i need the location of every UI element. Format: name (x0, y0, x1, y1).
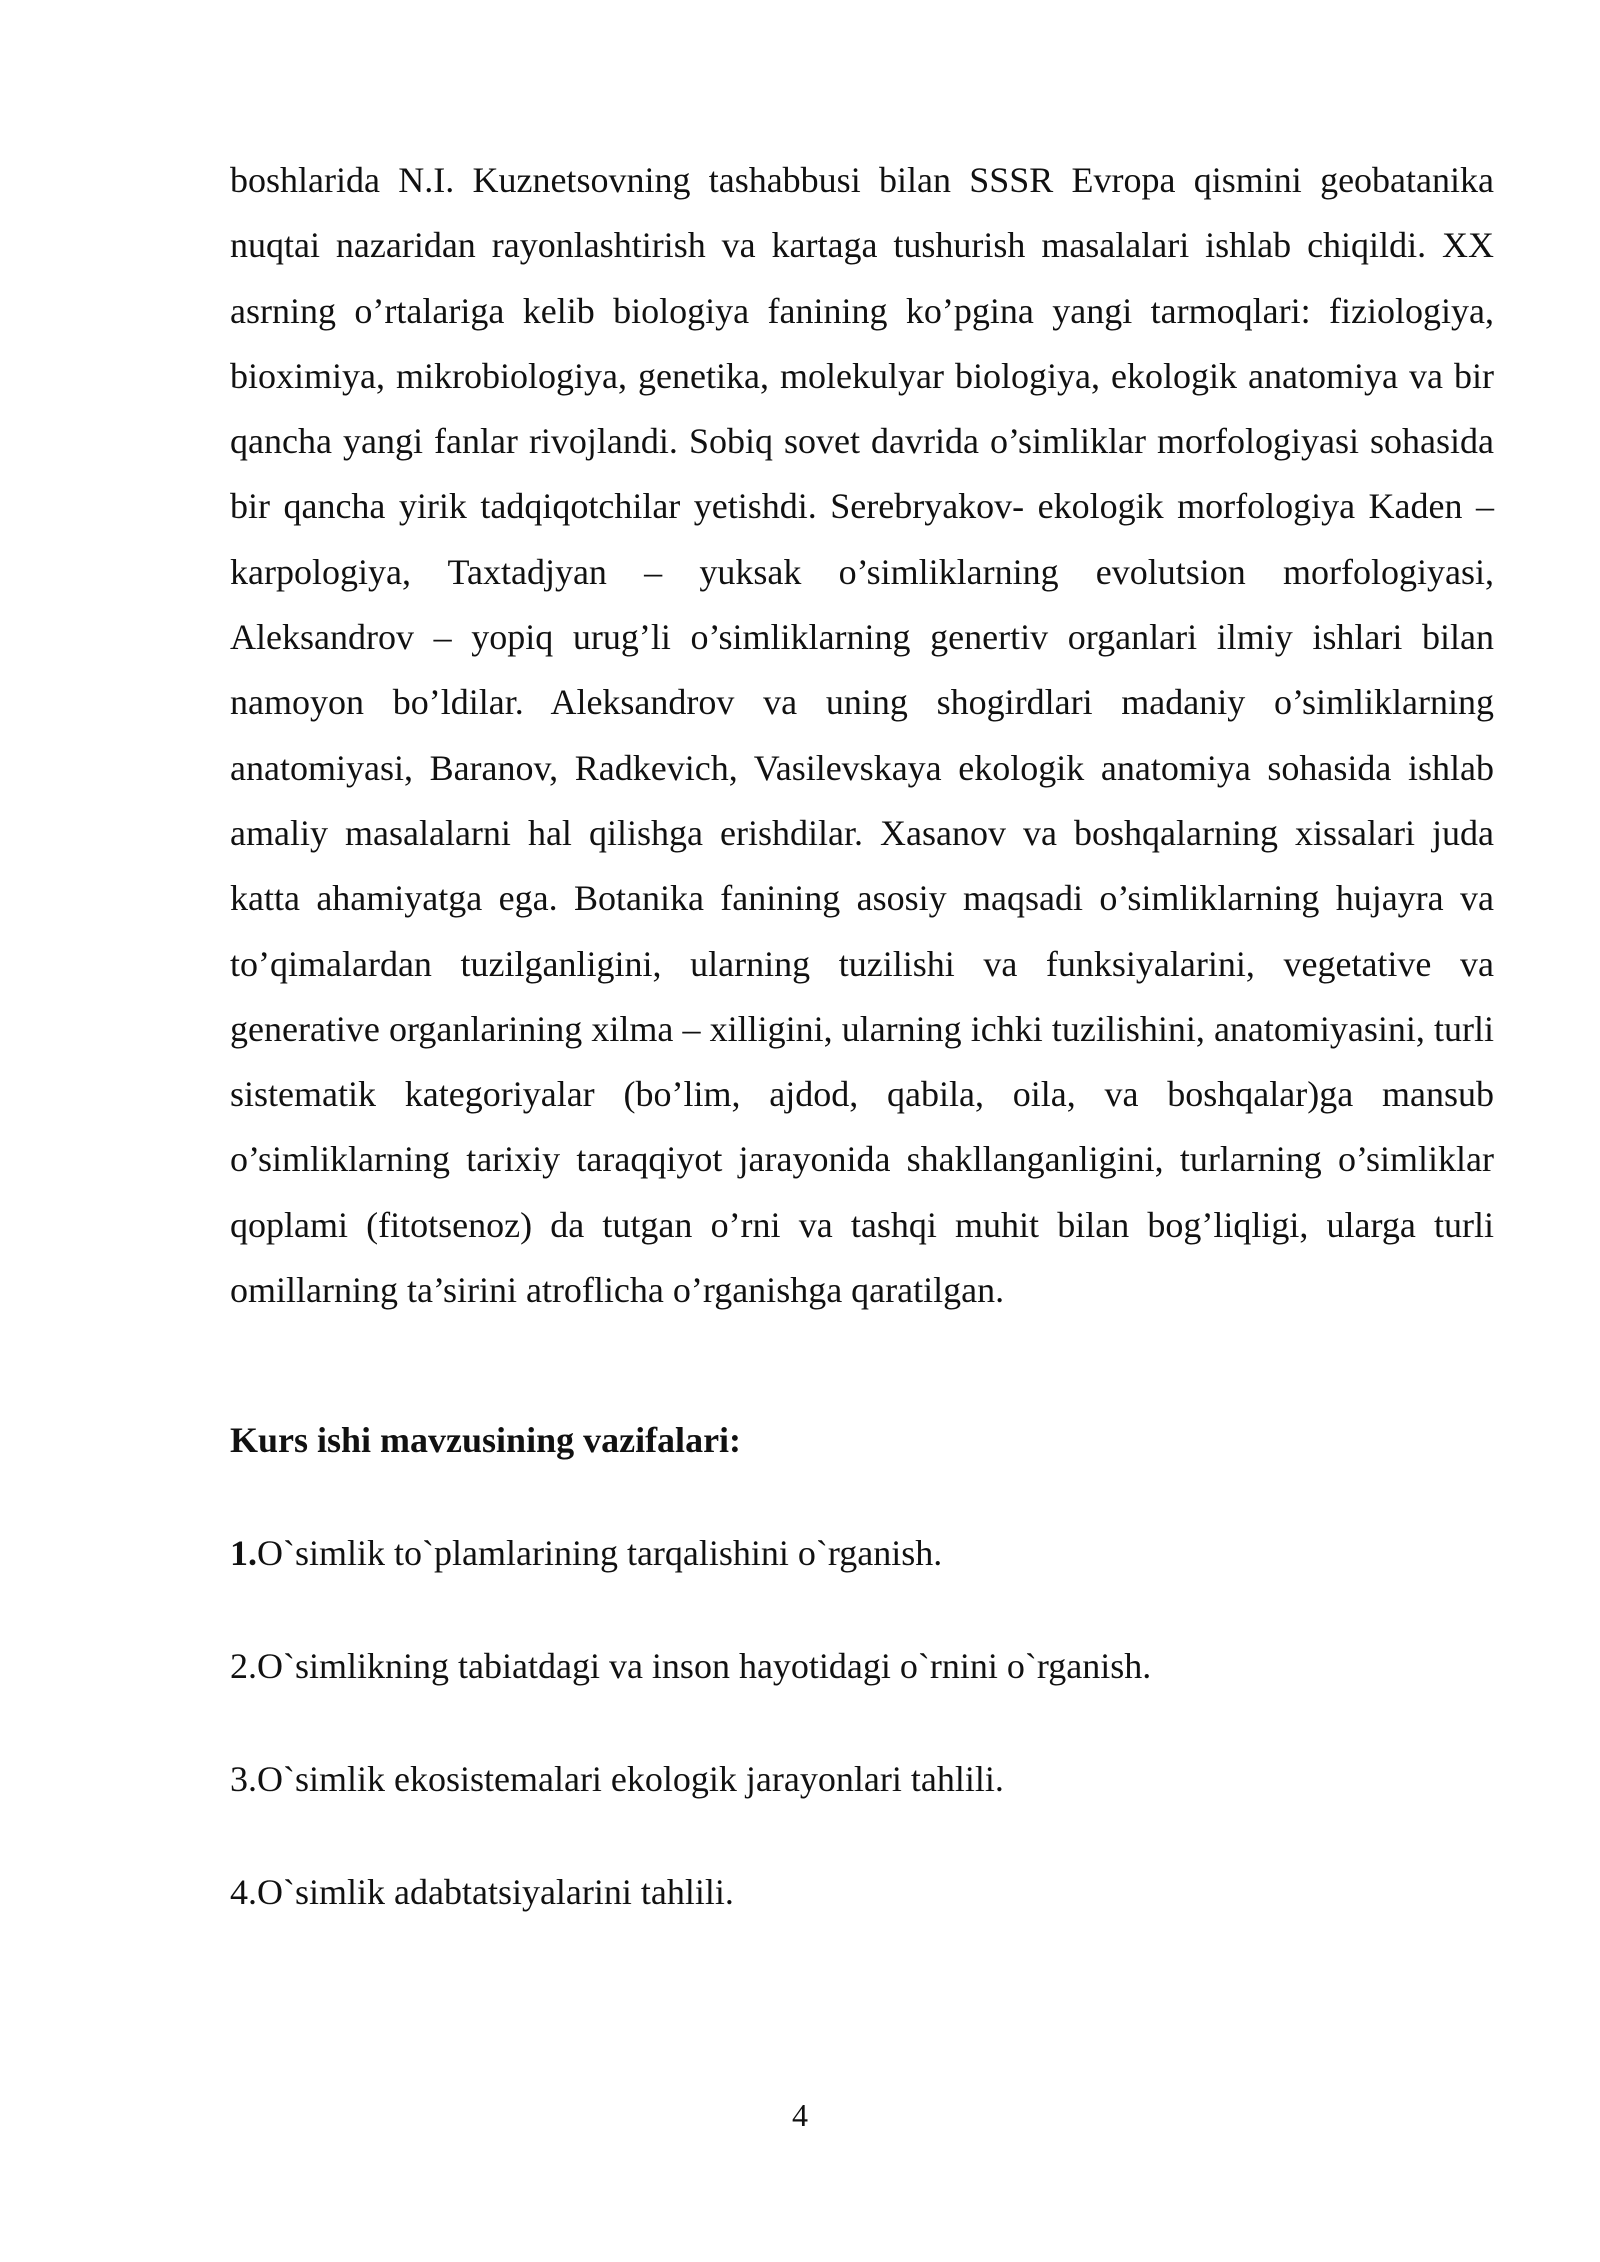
task-item-2 (230, 1636, 1151, 1696)
task-number: 1. (230, 1533, 257, 1573)
body-paragraph: boshlarida N.I. Kuznetsovning tashabbusi bilan SSSR Evropa qismini geobatanika nuqtai nazaridan rayonlashtirish va kartaga tushurish masalalari ishlab chiqildi. XX asrning o’rtalariga kelib biologiya fanining ko’pgina yangi tarmoqlari: fiziologiya, bioximiya, mikrobiologiya, genetika, molekulyar biologiya, ekologik anatomiya va bir qancha yangi fanlar rivojlandi. Sobiq sovet davrida o’simliklar morfologiyasi sohasida bir qancha yirik tadqiqotchilar yetishdi. Serebryakov- ekologik morfologiya Kaden – karpologiya, Taxtadjyan – yuksak o’simliklarning evolutsion morfologiyasi, Aleksandrov – yopiq urug’li o’simliklarning genertiv organlari ilmiy ishlari bilan namoyon bo’ldilar. Aleksandrov va uning shogirdlari madaniy o’simliklarning anatomiyasi, Baranov, Radkevich, Vasilevskaya ekologik anatomiya sohasida ishlab amaliy masalalarni hal qilishga erishdilar. Xasanov va boshqalarning xissalari juda katta ahamiyatga ega. Botanika fanining asosiy maqsadi o’simliklarning hujayra va to’qimalardan tuzilganligini, ularning tuzilishi va funksiyalarini, vegetative va generative organlarining xilma – xilligini, ularning ichki tuzilishini, anatomiyasini, turli sistematik kategoriyalar (bo’lim, ajdod, qabila, oila, va boshqalar)ga mansub o’simliklarning tarixiy taraqqiyot jarayonida shakllanganligini, turlarning o’simliklar qoplami (fitotsenoz) da tutgan o’rni va tashqi muhit bilan bog’liqligi, ularga turli omillarning ta’sirini atroflicha o’rganishga qaratilgan. (230, 160, 1494, 1311)
task-item-4 (230, 1862, 734, 1922)
task-number: 3. (230, 1759, 257, 1799)
task-number: 4. (230, 1872, 257, 1912)
task-text: O`simlik ekosistemalari ekologik jarayonlari tahlili. (257, 1759, 1004, 1799)
section-heading: Kurs ishi mavzusining vazifalari: (230, 1420, 742, 1460)
task-text: O`simlik adabtatsiyalarini tahlili. (257, 1872, 734, 1912)
task-text: O`simlik to`plamlarining tarqalishini o`rganish. (257, 1533, 943, 1573)
task-item-3 (230, 1749, 1004, 1809)
task-text: O`simlikning tabiatdagi va inson hayotidagi o`rnini o`rganish. (257, 1646, 1152, 1686)
page-number: 4 (792, 2097, 808, 2133)
task-item-1 (230, 1523, 942, 1583)
task-number: 2. (230, 1646, 257, 1686)
